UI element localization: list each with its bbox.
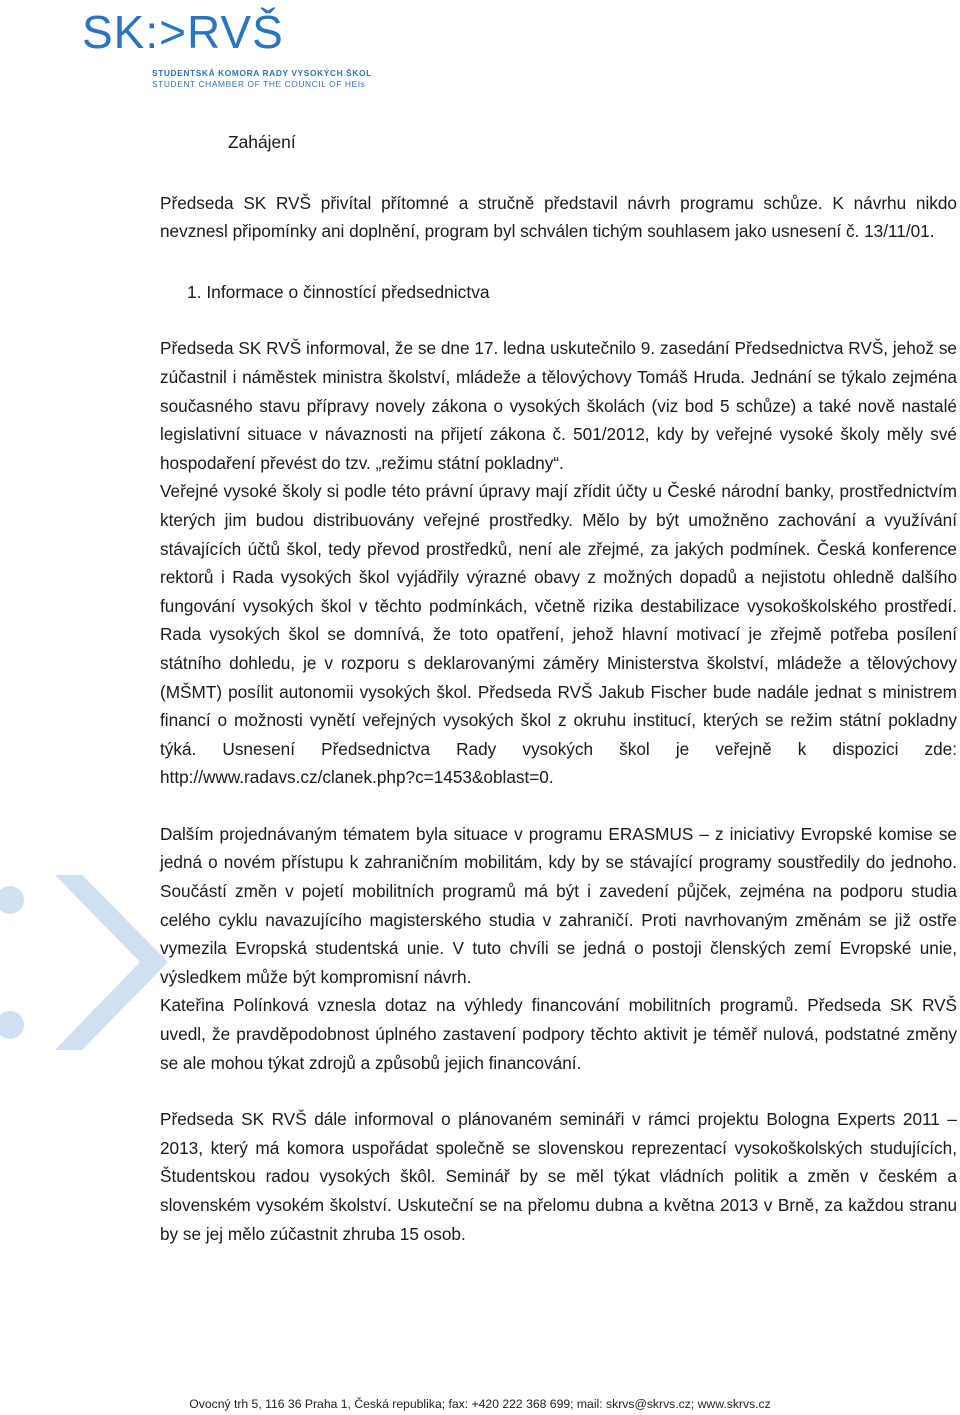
watermark-chevron-icon [0,850,170,1080]
paragraph: Předseda SK RVŠ přivítal přítomné a stručně představil návrh programu schůze. K návrhu nikdo nevznesl připomínky ani doplnění, program byl schválen tichým souhlasem jako usnesení č. 13/11/01. [160,192,957,242]
paragraph: Dalším projednávaným tématem byla situace v programu ERASMUS – z iniciativy Evropské komise se jedná o novém přístupu k zahraničním mobilitám, kdy by se stávající programy soustředily do jednoho. Součástí změn v pojetí mobilitních programů má být i zavedení půjček, zejména na podporu studia celého cyklu navazujícího magisterského studia v zahraničí. Proti navrhovaným změnám se již ostře vymezila Evropská studentská unie. V tuto chvíli se jedná o postoji členských zemí Evropské unie, výsledkem může být kompromisní návrh. [160,823,957,987]
logo-wordmark: SK:>RVŠ [82,6,284,58]
paragraph: Kateřina Polínková vznesla dotaz na výhledy financování mobilitních programů. Předseda SK RVŠ uvedl, že pravděpodobnost úplného zastavení podpory těchto aktivit je téměř nulová, podstatné změny se ale mohou týkat zdrojů a způsobů jejich financování. [160,995,957,1073]
page-footer: Ovocný trh 5, 116 36 Praha 1, Česká republika; fax: +420 222 368 699; mail: skrvs@skrvs.cz; www.skrvs.cz [189,1397,771,1411]
section-heading-item-1: 1. Informace o činnostící předsednictva [187,281,490,302]
paragraph: Předseda SK RVŠ informoval, že se dne 17. ledna uskutečnilo 9. zasedání Předsednictva RVŠ, jehož se zúčastnil i náměstek ministra školství, mládeže a tělovýchovy Tomáš Hruda. Jednání se týkalo zejména současného stavu přípravy novely zákona o vysokých školách (viz bod 5 schůze) a také nově nastalé legislativní situace v návaznosti na přijetí zákona č. 501/2012, kdy by veřejné vysoké školy měly své hospodaření převést do tzv. „režimu státní pokladny“. [160,338,957,473]
paragraph: Veřejné vysoké školy si podle této právní úpravy mají zřídit účty u České národní banky, prostřednictvím kterých jim budou distribuovány veřejné prostředky. Mělo by být umožněno zachování a využívání stávajících účtů škol, tedy převod prostředků, není ale zřejmé, za jakých podmínek. Česká konference rektorů i Rada vysokých škol vyjádřily výrazné obavy z možných dopadů a nejistotu ohledně dalšího fungování vysokých škol v těchto podmínkách, včetně rizika destabilizace vysokoškolského prostředí. Rada vysokých škol se domnívá, že toto opatření, jehož hlavní motivací je zřejmě potřeba posílení státního dohledu, je v rozporu s deklarovanými záměry Ministerstva školství, mládeže a tělovýchovy (MŠMT) posílit autonomii vysokých škol. Předseda RVŠ Jakub Fischer bude nadále jednat s ministrem financí o možnosti vynětí veřejných vysokých škol z okruhu institucí, kterých se režim státní pokladny týká. Usnesení Předsednictva Rady vysokých škol je veřejně k dispozici zde: http://www.radavs.cz/clanek.php?c=1453&oblast=0. [160,481,957,788]
document-body [160,128,957,1248]
paragraph: Předseda SK RVŠ dále informoval o plánovaném semináři v rámci projektu Bologna Experts 2011 – 2013, který má komora uspořádat společně se slovenskou reprezentací vysokoškolských studujících, Študentskou radou vysokých škôl. Seminář by se měl týkat vládních politik a změn v českém a slovenském vysokém školství. Uskuteční se na přelomu dubna a května 2013 v Brně, za každou stranu by se jej mělo zúčastnit zhruba 15 osob. [160,1109,957,1244]
organization-logo [82,6,382,88]
logo-subtitle-en: STUDENT CHAMBER OF THE COUNCIL OF HEIs [152,79,366,89]
logo-subtitle-cz: STUDENTSKÁ KOMORA RADY VYSOKÝCH ŠKOL [152,68,372,78]
section-heading-start: Zahájení [228,132,296,152]
